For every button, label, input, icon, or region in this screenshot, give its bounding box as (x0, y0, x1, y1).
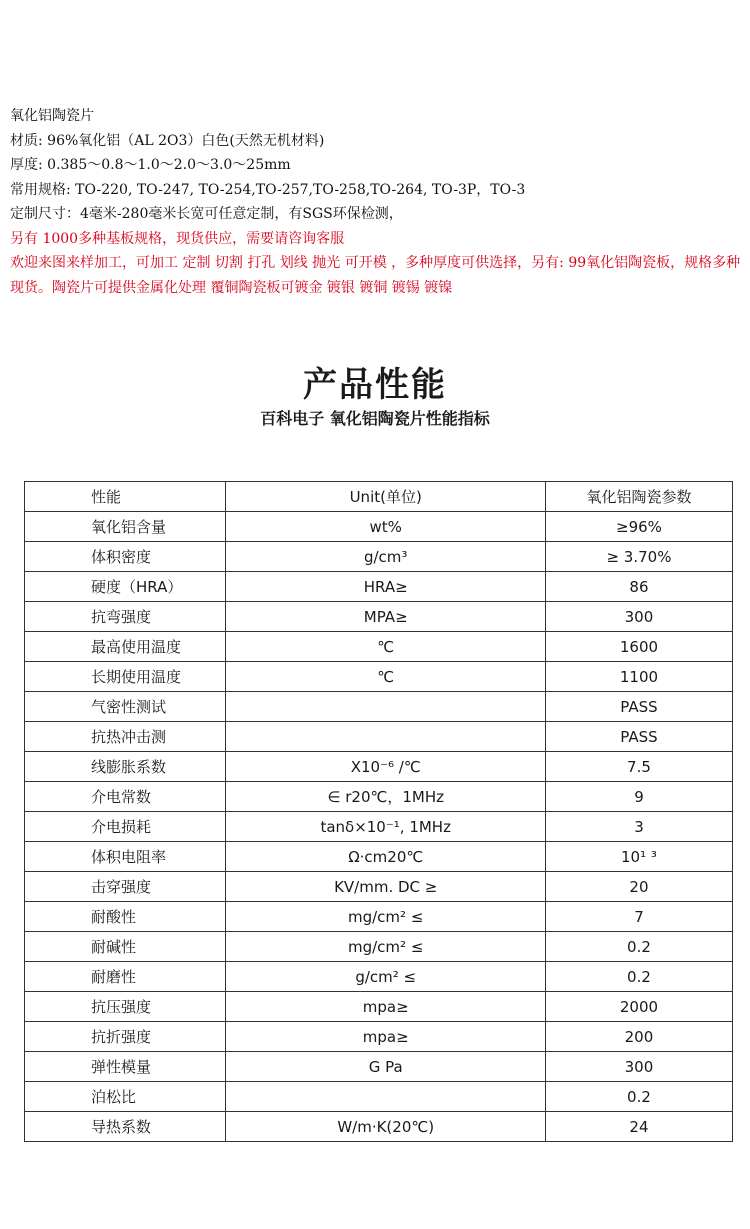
property-cell: 气密性测试 (25, 692, 226, 722)
unit-cell: KV/mm. DC ≥ (226, 872, 545, 902)
unit-cell: mpa≥ (226, 992, 545, 1022)
value-cell: 300 (545, 1052, 732, 1082)
thickness-line: 厚度: 0.385～0.8～1.0～2.0～3.0～25mm (10, 157, 291, 173)
property-cell: 抗热冲击测 (25, 722, 226, 752)
table-row (25, 812, 733, 842)
unit-cell: tanδ×10⁻¹, 1MHz (226, 812, 545, 842)
table-row (25, 992, 733, 1022)
property-cell: 耐磨性 (25, 962, 226, 992)
header-value: 氧化铝陶瓷参数 (545, 482, 732, 512)
property-cell: 击穿强度 (25, 872, 226, 902)
table-row (25, 932, 733, 962)
value-cell: ≥96% (545, 512, 732, 542)
intro-text (10, 104, 742, 300)
value-cell: 10¹ ³ (545, 842, 732, 872)
section-title: 产品性能 (303, 365, 447, 405)
table-row (25, 722, 733, 752)
value-cell: 7.5 (545, 752, 732, 782)
property-cell: 体积电阻率 (25, 842, 226, 872)
value-cell: 24 (545, 1112, 732, 1142)
unit-cell: mg/cm² ≤ (226, 902, 545, 932)
table-row (25, 752, 733, 782)
property-cell: 耐酸性 (25, 902, 226, 932)
unit-cell: wt% (226, 512, 545, 542)
value-cell: 300 (545, 602, 732, 632)
unit-cell: Ω·cm20℃ (226, 842, 545, 872)
property-cell: 抗压强度 (25, 992, 226, 1022)
value-cell: 20 (545, 872, 732, 902)
value-cell: ≥ 3.70% (545, 542, 732, 572)
table-row (25, 1052, 733, 1082)
unit-cell: G Pa (226, 1052, 545, 1082)
unit-cell: ℃ (226, 662, 545, 692)
table-row (25, 602, 733, 632)
header-property: 性能 (25, 482, 226, 512)
unit-cell: mg/cm² ≤ (226, 932, 545, 962)
property-cell: 弹性模量 (25, 1052, 226, 1082)
property-cell: 抗折强度 (25, 1022, 226, 1052)
custom-size-line: 定制尺寸：4毫米-280毫米长宽可任意定制，有SGS环保检测， (10, 206, 403, 222)
spec-line: 常用规格: TO-220, TO-247, TO-254,TO-257,TO-258,TO-264, TO-3P，TO-3 (10, 181, 526, 198)
value-cell: 86 (545, 572, 732, 602)
unit-cell (226, 692, 545, 722)
property-cell: 体积密度 (25, 542, 226, 572)
table-row (25, 662, 733, 692)
unit-cell: mpa≥ (226, 1022, 545, 1052)
value-cell: 7 (545, 902, 732, 932)
table-row (25, 542, 733, 572)
table-row (25, 782, 733, 812)
unit-cell (226, 722, 545, 752)
property-cell: 最高使用温度 (25, 632, 226, 662)
property-cell: 线膨胀系数 (25, 752, 226, 782)
value-cell: PASS (545, 692, 732, 722)
property-cell: 硬度（HRA） (25, 572, 226, 602)
value-cell: 1100 (545, 662, 732, 692)
value-cell: 9 (545, 782, 732, 812)
table-row (25, 962, 733, 992)
value-cell: PASS (545, 722, 732, 752)
table-row (25, 1082, 733, 1112)
value-cell: 0.2 (545, 932, 732, 962)
value-cell: 3 (545, 812, 732, 842)
value-cell: 0.2 (545, 962, 732, 992)
processing-note: 欢迎来图来样加工，可加工 定制 切割 打孔 划线 抛光 可开模 ，多种厚度可供选择，另有: 99氧化铝陶瓷板，规格多种现货。陶瓷片可提供金属化处理 覆铜陶瓷板可镀金 镀银 镀铜 镀锡 镀镍 (10, 255, 741, 296)
property-cell: 泊松比 (25, 1082, 226, 1112)
property-cell: 长期使用温度 (25, 662, 226, 692)
table-row (25, 512, 733, 542)
property-cell: 抗弯强度 (25, 602, 226, 632)
header-unit: Unit(单位) (226, 482, 545, 512)
value-cell: 0.2 (545, 1082, 732, 1112)
property-cell: 耐碱性 (25, 932, 226, 962)
table-row (25, 872, 733, 902)
table-row (25, 902, 733, 932)
material-line: 材质: 96%氧化铝（AL 2O3）白色(天然无机材料) (10, 132, 325, 149)
unit-cell (226, 1082, 545, 1112)
table-row (25, 1112, 733, 1142)
value-cell: 200 (545, 1022, 732, 1052)
unit-cell: g/cm² ≤ (226, 962, 545, 992)
unit-cell: W/m·K(20℃) (226, 1112, 545, 1142)
value-cell: 2000 (545, 992, 732, 1022)
product-name: 氧化铝陶瓷片 (10, 108, 94, 124)
table-row (25, 1022, 733, 1052)
property-cell: 介电常数 (25, 782, 226, 812)
table-row (25, 632, 733, 662)
table-row (25, 842, 733, 872)
performance-table (24, 481, 733, 1142)
table-row (25, 692, 733, 722)
property-cell: 导热系数 (25, 1112, 226, 1142)
unit-cell: MPA≥ (226, 602, 545, 632)
unit-cell: HRA≥ (226, 572, 545, 602)
table-header-row (25, 482, 733, 512)
property-cell: 介电损耗 (25, 812, 226, 842)
unit-cell: X10⁻⁶ /℃ (226, 752, 545, 782)
unit-cell: ℃ (226, 632, 545, 662)
table-body (25, 512, 733, 1142)
stock-note: 另有 1000多种基板规格，现货供应，需要请咨询客服 (10, 230, 345, 247)
value-cell: 1600 (545, 632, 732, 662)
property-cell: 氧化铝含量 (25, 512, 226, 542)
unit-cell: g/cm³ (226, 542, 545, 572)
table-row (25, 572, 733, 602)
section-subtitle: 百科电子 氧化铝陶瓷片性能指标 (260, 409, 490, 428)
unit-cell: ∈ r20℃，1MHz (226, 782, 545, 812)
